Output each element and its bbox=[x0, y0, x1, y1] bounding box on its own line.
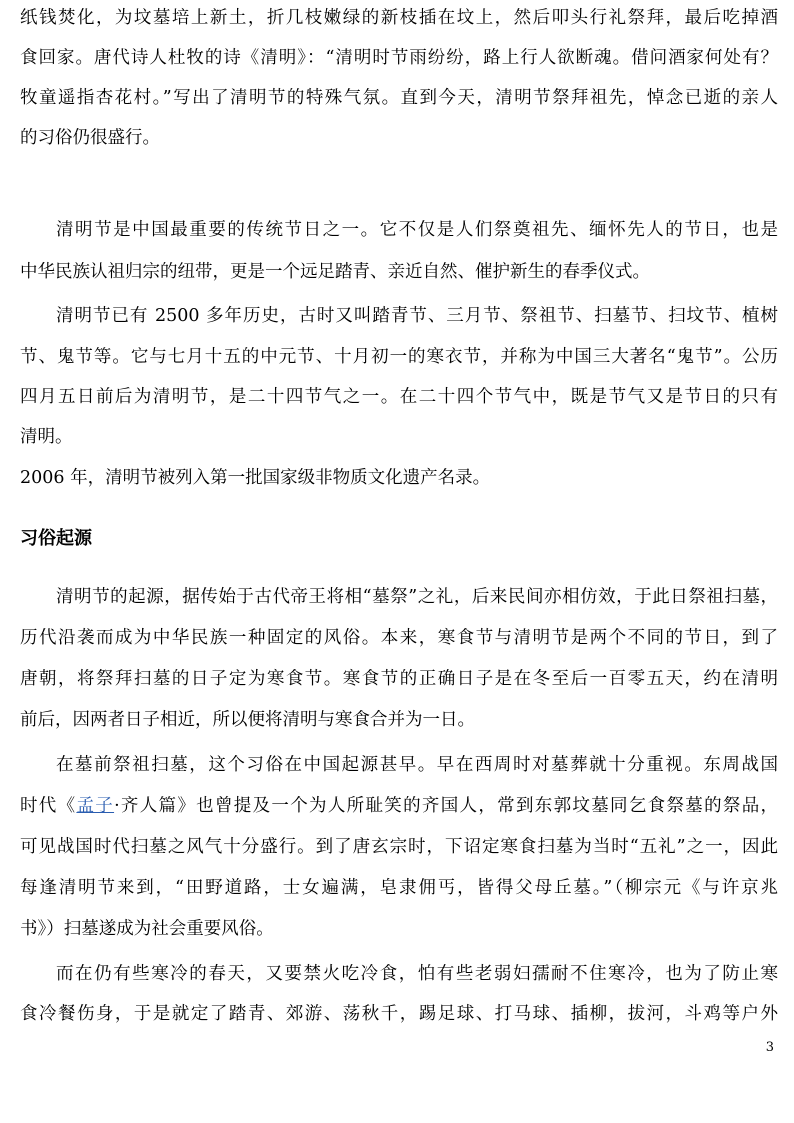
para5-line1: 清明节的起源，据传始于古代帝王将相“墓祭”之礼，后来民间亦相仿效，于此日祭祖扫墓， bbox=[56, 587, 778, 607]
section-heading: 习俗起源 bbox=[20, 528, 92, 549]
para7-line2: 食冷餐伤身，于是就定了踏青、郊游、荡秋千，踢足球、打马球、插柳，拔河，斗鸡等户外 bbox=[20, 1004, 778, 1024]
para3-line2: 节、鬼节等。它与七月十五的中元节、十月初一的寒衣节，并称为中国三大著名“鬼节”。公历 bbox=[20, 347, 778, 367]
para6-line4: 每逢清明节来到，“田野道路，士女遍满，皂隶佣丐，皆得父母丘墓。”（柳宗元《与许京兆 bbox=[20, 878, 778, 898]
para1-line4: 的习俗仍很盛行。 bbox=[20, 128, 160, 148]
para6-line2 bbox=[20, 794, 778, 818]
para3-line3: 四月五日前后为清明节，是二十四节气之一。在二十四个节气中，既是节气又是节日的只有 bbox=[20, 387, 778, 407]
para1-line1: 纸钱焚化，为坟墓培上新土，折几枝嫩绿的新枝插在坟上，然后叩头行礼祭拜，最后吃掉酒 bbox=[20, 8, 778, 28]
para5-line2: 历代沿袭而成为中华民族一种固定的风俗。本来，寒食节与清明节是两个不同的节日，到了 bbox=[20, 628, 778, 648]
para1-line2: 食回家。唐代诗人杜牧的诗《清明》：“清明时节雨纷纷，路上行人欲断魂。借问酒家何处有？ bbox=[20, 48, 778, 68]
para2-line1: 清明节是中国最重要的传统节日之一。它不仅是人们祭奠祖先、缅怀先人的节日，也是 bbox=[56, 220, 778, 240]
para5-line3: 唐朝，将祭拜扫墓的日子定为寒食节。寒食节的正确日子是在冬至后一百零五天，约在清明 bbox=[20, 669, 778, 689]
para4-line1: 2006 年，清明节被列入第一批国家级非物质文化遗产名录。 bbox=[20, 468, 491, 488]
para6-line2-end: ·齐人篇》也曾提及一个为人所耻笑的齐国人，常到东郭坟墓同乞食祭墓的祭品， bbox=[114, 796, 778, 816]
para6-line3: 可见战国时代扫墓之风气十分盛行。到了唐玄宗时，下诏定寒食扫墓为当时“五礼”之一，因此 bbox=[20, 837, 778, 857]
para7-line1: 而在仍有些寒冷的春天，又要禁火吃冷食，怕有些老弱妇孺耐不住寒冷，也为了防止寒 bbox=[56, 964, 778, 984]
page-number: 3 bbox=[765, 1040, 774, 1055]
para6-line5: 书》）扫墓遂成为社会重要风俗。 bbox=[20, 919, 274, 939]
mencius-link[interactable]: 孟子 bbox=[76, 796, 115, 816]
para3-line1: 清明节已有 2500 多年历史，古时又叫踏青节、三月节、祭祖节、扫墓节、扫坟节、植树 bbox=[56, 306, 778, 326]
para1-line3: 牧童遥指杏花村。”写出了清明节的特殊气氛。直到今天，清明节祭拜祖先，悼念已逝的亲人 bbox=[20, 88, 778, 108]
para2-line2: 中华民族认祖归宗的纽带，更是一个远足踏青、亲近自然、催护新生的春季仪式。 bbox=[20, 262, 650, 282]
para5-line4: 前后，因两者日子相近，所以便将清明与寒食合并为一日。 bbox=[20, 710, 475, 730]
para6-line2-start: 时代《 bbox=[20, 796, 77, 816]
para3-line4: 清明。 bbox=[20, 427, 73, 447]
para6-line1: 在墓前祭祖扫墓，这个习俗在中国起源甚早。早在西周时对墓葬就十分重视。东周战国 bbox=[56, 755, 778, 775]
